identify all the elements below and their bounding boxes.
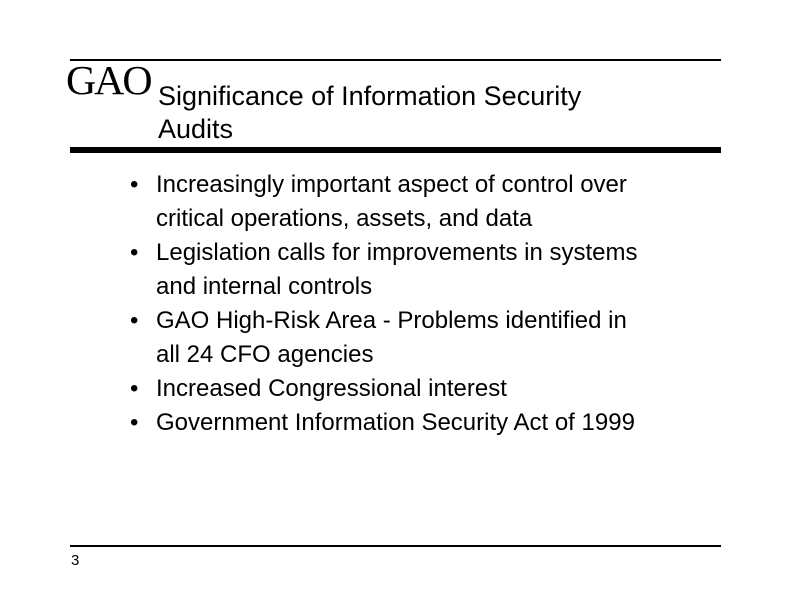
bullet-text-line-1: Increased Congressional interest	[156, 375, 507, 402]
bullet-text-line-1: Government Information Security Act of 1999	[156, 409, 635, 436]
bullet-item	[130, 304, 730, 372]
bullet-text-line-2: critical operations, assets, and data	[156, 205, 533, 232]
title-underline-rule	[70, 147, 721, 153]
bullet-text-line-1: Legislation calls for improvements in systems	[156, 239, 638, 266]
bullet-item	[130, 168, 730, 236]
slide-title	[158, 80, 698, 146]
bullet-dot: •	[130, 307, 139, 334]
top-rule	[70, 59, 721, 61]
slide-title-line-2: Audits	[158, 114, 234, 144]
bullet-dot: •	[130, 409, 139, 436]
slide-title-line-1: Significance of Information Security	[158, 81, 582, 111]
bullet-dot: •	[130, 375, 139, 402]
bullet-list	[130, 168, 730, 440]
bullet-item	[130, 236, 730, 304]
bullet-dot: •	[130, 171, 139, 198]
page-number: 3	[71, 552, 80, 569]
bullet-text-line-1: GAO High-Risk Area - Problems identified in	[156, 307, 627, 334]
bullet-dot: •	[130, 239, 139, 266]
bullet-item	[130, 406, 730, 440]
bullet-text-line-2: and internal controls	[156, 273, 373, 300]
gao-logo: GAO	[66, 57, 151, 103]
bullet-item	[130, 372, 730, 406]
bullet-text-line-2: all 24 CFO agencies	[156, 341, 374, 368]
footer-rule	[70, 545, 721, 547]
bullet-text-line-1: Increasingly important aspect of control over	[156, 171, 627, 198]
